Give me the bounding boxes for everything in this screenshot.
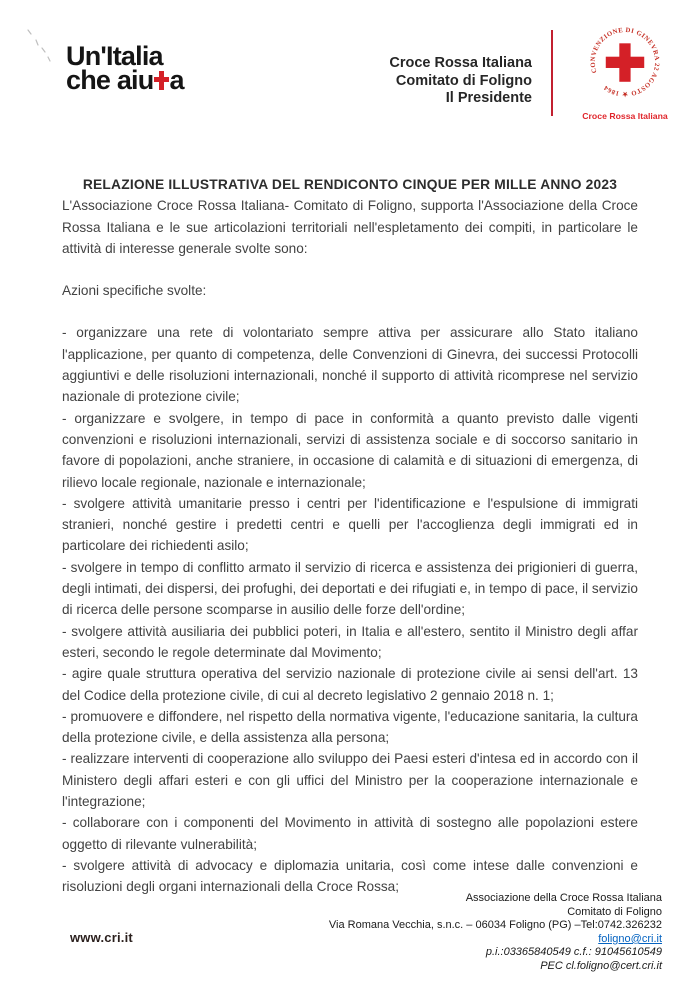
bullet-item: - organizzare una rete di volontariato sempre attiva per assicurare allo Stato italiano l'applicazione, per quanto di competenza, delle Convenzioni di Ginevra, dei successi Protocolli aggiuntivi e delle risoluzioni internazionali, nonché il supporto di attività ricomprese nel servizio nazionale di protezione civile; [62,325,638,405]
bullet-item: - agire quale struttura operativa del servizio nazionale di protezione civile ai sensi dell'art. 13 del Codice della protezione civile, di cui al decreto legislativo 2 gennaio 2018 n. 1; [62,666,638,703]
org-role: Il Presidente [445,90,532,106]
bullet-item: - collaborare con i componenti del Movimento in attività di sostegno alle popolazioni estere oggetto di rilevante vulnerabilità; [62,815,638,852]
org-committee: Comitato di Foligno [395,72,532,89]
footer-committee: Comitato di Foligno [567,905,662,918]
footer-address: Via Romana Vecchia, s.n.c. – 06034 Foligno (PG) –Tel:0742.326232 [328,919,662,932]
bullet-item: - svolgere attività ausiliaria dei pubblici poteri, in Italia e all'estero, sentito il Ministro degli affar esteri, secondo le regole determinate dal Movimento; [62,623,638,660]
logo-line2-post: a [169,65,184,95]
website-url: www.cri.it [70,930,133,945]
emblem-ring-text: CONVENZIONE DI GINEVRA 22 AGOSTO ★ 1864 [589,26,661,98]
red-cross-icon [154,71,169,90]
header-divider [551,30,553,116]
document-title: RELAZIONE ILLUSTRATIVA DEL RENDICONTO CINQUE PER MILLE ANNO 2023 [82,177,618,192]
unitalia-logo [66,41,184,95]
footer-org-name: Associazione della Croce Rossa Italiana [465,892,662,904]
bullet-item: - svolgere attività umanitarie presso i centri per l'identificazione e l'espulsione di immigrati stranieri, nonché gestire i predetti centri e quelli per l'accoglienza degli immigrati ed in particolare dei richiedenti asilo; [62,495,638,554]
bullet-item: - realizzare interventi di cooperazione allo sviluppo dei Paesi esteri d'intesa ed in accordo con il Ministero degli affari esteri e con gli uffici del Ministro per la cooperazione internazionale e l'integrazione; [62,751,638,810]
section-label: Azioni specifiche svolte: [62,283,207,299]
footer-contact-block [329,892,662,974]
email-link[interactable]: foligno@cri.it [598,932,662,945]
logo-line2 [66,65,184,95]
bullet-item: - svolgere in tempo di conflitto armato il servizio di ricerca e assistenza dei prigionieri di guerra, degli intimati, dei dispersi, dei profughi, dei deportati e dei rifugiati e, in tempo di pace, il servizio di ricerca delle persone scomparse in ausilio delle forze dell'ordine; [62,559,638,618]
bullet-item: - promuovere e diffondere, nel rispetto della normativa vigente, l'educazione sanitaria, la cultura della protezione civile, e della assistenza alla persona; [62,708,638,746]
footer-fiscal-codes: p.i.:03365840549 c.f.: 91045610549 [485,946,662,959]
emblem-label: Croce Rossa Italiana [582,110,668,121]
pen-mark [22,24,62,69]
org-name: Croce Rossa Italiana [389,55,532,71]
logo-line2-pre: che aiu [66,65,154,95]
logo-line1: Un'Italia [66,41,163,71]
bullet-item: - organizzare e svolgere, in tempo di pace in conformità a quanto previsto dalle vigenti convenzioni e risoluzioni internazionali, servizi di assistenza sociale e di soccorso sanitario in favore di popolazioni, anche straniere, in occasione di calamità e di situazioni di emergenza, di rilievo locale regionale, nazionale e internazionale; [62,410,638,490]
emblem-cross-icon [606,43,644,81]
document-body [62,174,638,898]
intro-paragraph: L'Associazione Croce Rossa Italiana- Comitato di Foligno, supporta l'Associazione della Croce Rossa Italiana e le sue articolazioni territoriali nell'espletamento dei compiti, in particolare le attività di interesse generale svolte sono: [62,198,638,256]
footer-pec: PEC cl.foligno@cert.cri.it [540,959,662,972]
bullet-item: - svolgere attività di advocacy e diplomazia unitaria, così come intese dalle convenzioni e risoluzioni degli organi internazionali della Croce Rossa; [62,857,638,895]
org-header [389,55,532,108]
red-cross-emblem [571,22,679,124]
